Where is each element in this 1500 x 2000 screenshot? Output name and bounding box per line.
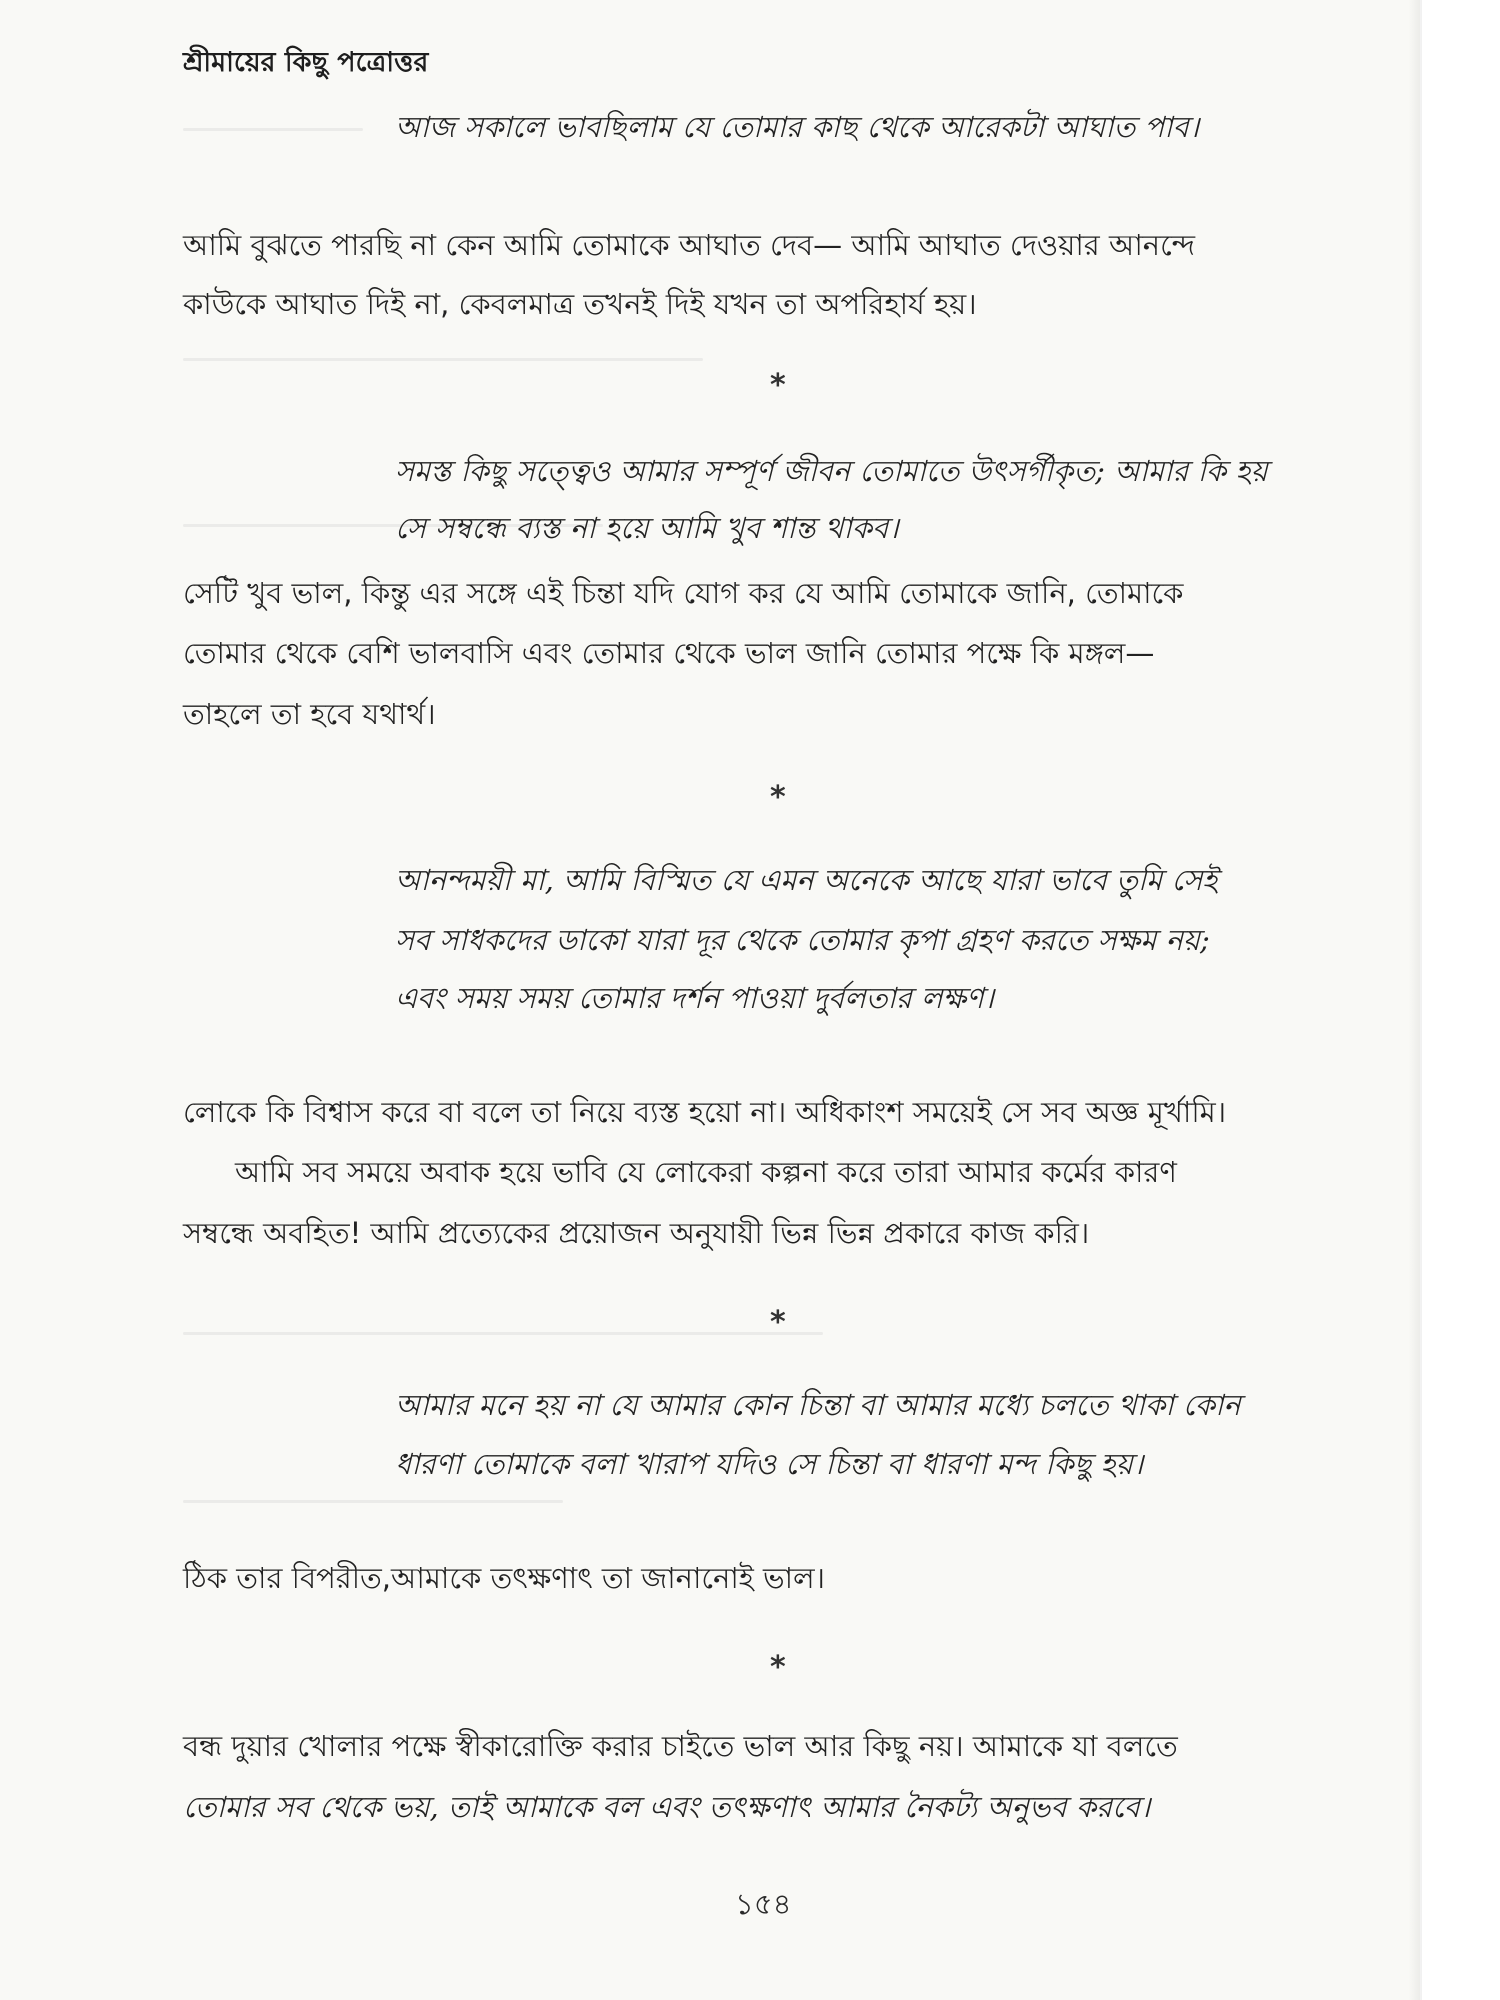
section-separator: * [770,1650,786,1685]
question-line: সমস্ত কিছু সত্ত্বেও আমার সম্পূর্ণ জীবন তোমাতে উৎসর্গীকৃত; আমার কি হয় [395,454,1268,488]
bleed-through-mark [183,1500,563,1503]
question-line: সে সম্বন্ধে ব্যস্ত না হয়ে আমি খুব শান্ত থাকব। [395,511,899,545]
section-separator: * [770,1305,786,1340]
question-line: আনন্দময়ী মা, আমি বিস্মিত যে এমন অনেকে আছে যারা ভাবে তুমি সেই [395,863,1218,897]
page-number: ১৫৪ [735,1887,792,1921]
bleed-through-mark [183,1332,823,1335]
section-separator: * [770,780,786,815]
answer-line: সম্বন্ধে অবহিত! আমি প্রত্যেকের প্রয়োজন অনুযায়ী ভিন্ন ভিন্ন প্রকারে কাজ করি। [183,1216,1090,1250]
page-edge-shadow [1408,0,1422,2000]
bleed-through-mark [183,128,363,131]
answer-line: তোমার সব থেকে ভয়, তাই আমাকে বল এবং তৎক্ষণাৎ আমার নৈকট্য অনুভব করবে। [183,1790,1151,1824]
answer-line: বন্ধ দুয়ার খোলার পক্ষে স্বীকারোক্তি করার চাইতে ভাল আর কিছু নয়। আমাকে যা বলতে [183,1729,1178,1763]
answer-line: আমি বুঝতে পারছি না কেন আমি তোমাকে আঘাত দেব— আমি আঘাত দেওয়ার আনন্দে [183,228,1195,262]
answer-line: ঠিক তার বিপরীত,আমাকে তৎক্ষণাৎ তা জানানোই ভাল। [183,1561,826,1595]
answer-line: আমি সব সময়ে অবাক হয়ে ভাবি যে লোকেরা কল্পনা করে তারা আমার কর্মের কারণ [235,1155,1177,1189]
running-title: শ্রীমায়ের কিছু পত্রোত্তর [183,47,429,78]
question-line: আজ সকালে ভাবছিলাম যে তোমার কাছ থেকে আরেকটা আঘাত পাব। [395,110,1200,144]
question-line: সব সাধকদের ডাকো যারা দূর থেকে তোমার কৃপা গ্রহণ করতে সক্ষম নয়; [395,923,1210,957]
question-line: ধারণা তোমাকে বলা খারাপ যদিও সে চিন্তা বা ধারণা মন্দ কিছু হয়। [395,1447,1144,1481]
answer-line: কাউকে আঘাত দিই না, কেবলমাত্র তখনই দিই যখন তা অপরিহার্য হয়। [183,287,977,321]
bleed-through-mark [183,358,703,361]
answer-line: তোমার থেকে বেশি ভালবাসি এবং তোমার থেকে ভাল জানি তোমার পক্ষে কি মঙ্গল— [183,636,1155,670]
question-line: আমার মনে হয় না যে আমার কোন চিন্তা বা আমার মধ্যে চলতে থাকা কোন [395,1388,1241,1422]
answer-line: তাহলে তা হবে যথার্থ। [183,697,436,731]
section-separator: * [770,368,786,403]
answer-line: লোকে কি বিশ্বাস করে বা বলে তা নিয়ে ব্যস্ত হয়ো না। অধিকাংশ সময়েই সে সব অজ্ঞ মূর্খামি। [183,1095,1227,1129]
question-line: এবং সময় সময় তোমার দর্শন পাওয়া দুর্বলতার লক্ষণ। [395,981,995,1015]
answer-line: সেটি খুব ভাল, কিন্তু এর সঙ্গে এই চিন্তা যদি যোগ কর যে আমি তোমাকে জানি, তোমাকে [183,576,1184,610]
